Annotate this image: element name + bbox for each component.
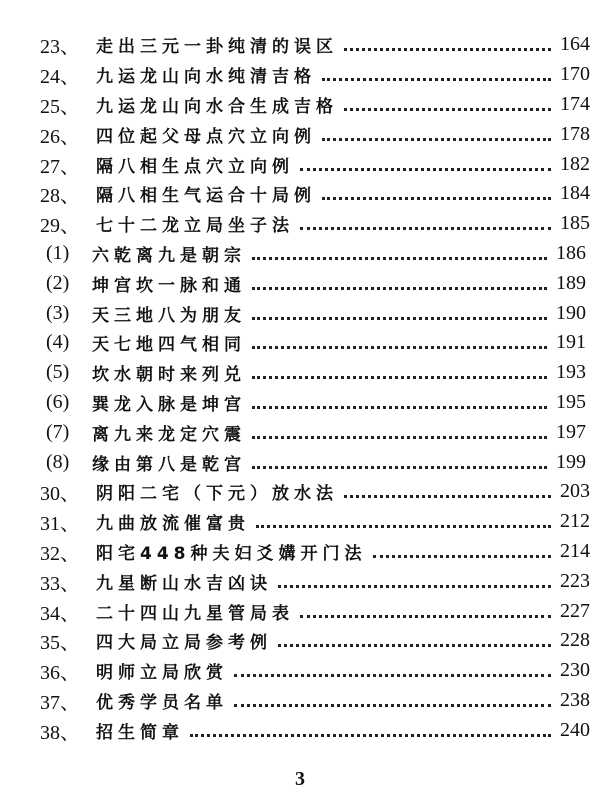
toc-entry-page: 193: [556, 361, 586, 384]
toc-entry-number: 28、: [40, 185, 80, 208]
toc-entry-page: 195: [556, 390, 586, 413]
toc-entry-number: (8): [46, 450, 70, 473]
dot-leader: [190, 734, 551, 737]
dot-leader: [252, 287, 547, 290]
dot-leader: [252, 257, 547, 260]
toc-entry-title: 阴阳二宅（下元）放水法: [96, 484, 338, 505]
dot-leader: [344, 48, 551, 51]
dot-leader: [300, 168, 551, 171]
toc-subentry: [0, 388, 600, 418]
toc-entry-title: 优秀学员名单: [96, 692, 228, 713]
toc-entry-number: 30、: [40, 483, 80, 506]
page-number: 3: [295, 768, 305, 790]
toc-entry-number: 23、: [40, 36, 80, 59]
toc-entry-title: 二十四山九星管局表: [96, 603, 294, 624]
toc-entry-title: 阳宅448种夫妇爻媾开门法: [96, 543, 367, 564]
toc-entry-number: 24、: [40, 66, 80, 89]
dot-leader: [373, 555, 552, 558]
toc-entry: [0, 656, 600, 686]
dot-leader: [278, 644, 551, 647]
toc-subentry: [0, 358, 600, 388]
toc-entry-title: 坎水朝时来列兑: [92, 365, 246, 386]
toc-entry-page: 182: [560, 152, 590, 175]
toc-entry: [0, 596, 600, 626]
toc-entry: [0, 60, 600, 90]
toc-entry: [0, 566, 600, 596]
toc-entry-number: (5): [46, 361, 70, 384]
toc-entry-number: (3): [46, 301, 70, 324]
toc-entry-page: 189: [556, 271, 586, 294]
toc-entry-page: 170: [560, 63, 590, 86]
toc-entry-page: 164: [560, 33, 590, 56]
toc-entry-number: (1): [46, 241, 70, 264]
toc-entry-page: 174: [560, 92, 590, 115]
toc-subentry: [0, 417, 600, 447]
toc-entry-number: 27、: [40, 155, 80, 178]
toc-entry-page: 240: [560, 718, 590, 741]
toc-entry-title: 缘由第八是乾宫: [92, 454, 246, 475]
toc-subentry: [0, 239, 600, 269]
toc-entry: [0, 209, 600, 239]
toc-entry-page: 185: [560, 212, 590, 235]
dot-leader: [344, 108, 551, 111]
toc-entry: [0, 179, 600, 209]
toc-entry: [0, 715, 600, 745]
toc-entry-title: 九运龙山向水纯清吉格: [96, 67, 316, 88]
toc-entry-page: 214: [560, 539, 590, 562]
dot-leader: [322, 197, 551, 200]
toc-entry-title: 天三地八为朋友: [92, 305, 246, 326]
toc-entry-number: 26、: [40, 125, 80, 148]
toc-entry-number: 29、: [40, 215, 80, 238]
toc-entry-title: 九星断山水吉凶诀: [96, 573, 272, 594]
toc-entry-title: 招生简章: [96, 722, 184, 743]
toc-subentry: [0, 298, 600, 328]
dot-leader: [252, 317, 547, 320]
dot-leader: [322, 78, 551, 81]
toc-entry-title: 巽龙入脉是坤宫: [92, 394, 246, 415]
toc-entry-number: 33、: [40, 572, 80, 595]
toc-entry-page: 190: [556, 301, 586, 324]
toc-entry: [0, 507, 600, 537]
dot-leader: [256, 525, 551, 528]
toc-entry-title: 隔八相生气运合十局例: [96, 186, 316, 207]
dot-leader: [300, 615, 551, 618]
dot-leader: [252, 406, 547, 409]
toc-entry: [0, 537, 600, 567]
toc-subentry: [0, 268, 600, 298]
toc-entry-page: 223: [560, 569, 590, 592]
toc-entry-number: 37、: [40, 691, 80, 714]
toc-entry-title: 九运龙山向水合生成吉格: [96, 96, 338, 117]
toc-entry-number: 36、: [40, 662, 80, 685]
toc-entry-title: 隔八相生点穴立向例: [96, 156, 294, 177]
toc-entry-title: 离九来龙定穴震: [92, 424, 246, 445]
toc-entry-title: 走出三元一卦纯清的误区: [96, 37, 338, 58]
toc-entry: [0, 90, 600, 120]
toc-entry: [0, 30, 600, 60]
toc-entry-title: 坤宫坎一脉和通: [92, 275, 246, 296]
dot-leader: [344, 495, 551, 498]
toc-entry-page: 238: [560, 688, 590, 711]
toc-entry-title: 四大局立局参考例: [96, 633, 272, 654]
toc-entry-title: 九曲放流催富贵: [96, 514, 250, 535]
toc-entry: [0, 626, 600, 656]
toc-entry-title: 七十二龙立局坐子法: [96, 216, 294, 237]
toc-subentry: [0, 328, 600, 358]
toc-entry-page: 191: [556, 331, 586, 354]
toc-entry: [0, 149, 600, 179]
toc-entry-page: 230: [560, 659, 590, 682]
toc-entry: [0, 686, 600, 716]
dot-leader: [252, 436, 547, 439]
dot-leader: [278, 585, 551, 588]
toc-entry: [0, 119, 600, 149]
toc-entry-number: (7): [46, 420, 70, 443]
toc-entry-number: 25、: [40, 95, 80, 118]
dot-leader: [322, 138, 551, 141]
toc-entry-number: 31、: [40, 513, 80, 536]
dot-leader: [234, 674, 551, 677]
toc-entry-page: 212: [560, 510, 590, 533]
toc-subentry: [0, 447, 600, 477]
toc-entry-page: 199: [556, 450, 586, 473]
toc-entry-number: 32、: [40, 542, 80, 565]
toc-entry-title: 四位起父母点穴立向例: [96, 126, 316, 147]
toc-entry-title: 天七地四气相同: [92, 335, 246, 356]
dot-leader: [252, 466, 547, 469]
toc-entry-number: (4): [46, 331, 70, 354]
toc-entry-number: (2): [46, 271, 70, 294]
toc-entry-page: 203: [560, 480, 590, 503]
toc-entry-number: 34、: [40, 602, 80, 625]
toc-entry-page: 197: [556, 420, 586, 443]
dot-leader: [300, 227, 551, 230]
dot-leader: [234, 704, 551, 707]
toc-entry-page: 228: [560, 629, 590, 652]
toc-entry-page: 178: [560, 122, 590, 145]
toc-entry-number: (6): [46, 390, 70, 413]
toc-entry-page: 184: [560, 182, 590, 205]
toc-entry-page: 227: [560, 599, 590, 622]
toc-entry-page: 186: [556, 241, 586, 264]
toc-entry-title: 明师立局欣赏: [96, 663, 228, 684]
toc-entry-title: 六乾离九是朝宗: [92, 245, 246, 266]
dot-leader: [252, 376, 547, 379]
toc-entry: [0, 477, 600, 507]
toc-entry-number: 35、: [40, 632, 80, 655]
toc-entry-number: 38、: [40, 721, 80, 744]
dot-leader: [252, 346, 547, 349]
table-of-contents: [0, 30, 600, 745]
